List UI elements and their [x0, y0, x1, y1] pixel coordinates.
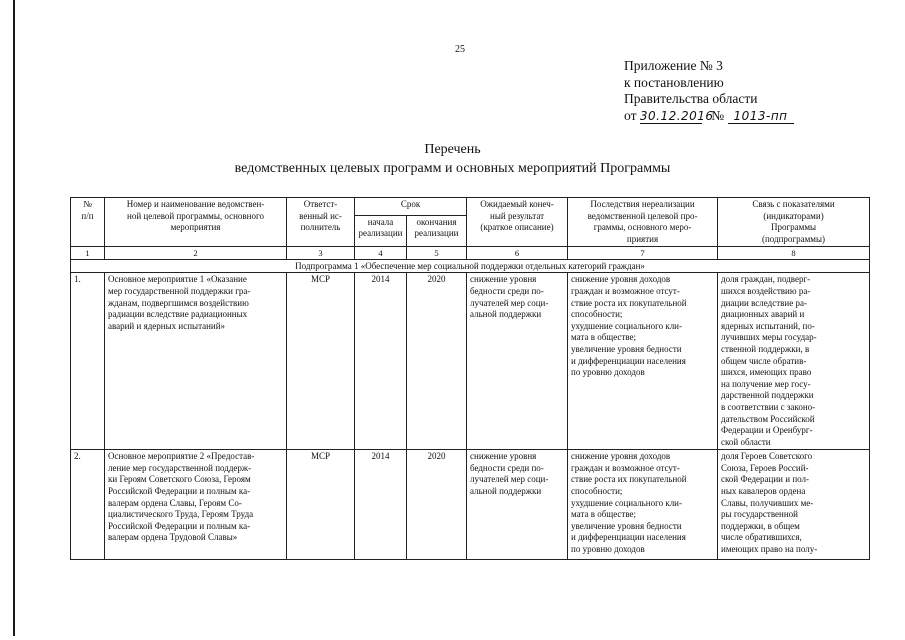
row-name: Основное мероприятие 2 «Предостав- ление мер государственной поддерж- ки Героям Советского Союза, Героям Российской Федерации и полным ка- валерам ордена Славы, Героям Со- циалистического Труда, Героям Труда Российской Федерации и полным ка- валерам ордена Трудовой Славы»	[105, 450, 287, 560]
page-number: 25	[455, 44, 465, 55]
subprogram-title: Подпрограмма 1 «Обеспечение мер социальной поддержки отдельных категорий граждан»	[71, 260, 870, 273]
row-consequences: снижение уровня доходов граждан и возможное отсут- ствие роста их покупательной способности; ухудшение социального кли- мата в обществе; увеличение уровня бедности и дифференциации населения по уровню доходов	[568, 450, 718, 560]
row-consequences: снижение уровня доходов граждан и возможное отсут- ствие роста их покупательной способности; ухудшение социального кли- мата в обществе; увеличение уровня бедности и дифференциации населения по уровню доходов	[568, 273, 718, 450]
row-executor: МСР	[287, 450, 355, 560]
header-term: Срок	[355, 198, 467, 216]
col-number: 8	[718, 247, 870, 260]
row-num: 1.	[71, 273, 105, 450]
row-result: снижение уровня бедности среди по- лучателей мер соци- альной поддержки	[467, 273, 568, 450]
header-row	[71, 198, 870, 216]
handwritten-number: 1013-пп	[728, 110, 794, 124]
row-link: доля Героев Советского Союза, Героев Россий- ской Федерации и пол- ных кавалеров ордена Славы, получивших ме- ры государственной поддержки, в общем числе обратившихся, имеющих право на полу-	[718, 450, 870, 560]
col-number: 2	[105, 247, 287, 260]
row-name: Основное мероприятие 1 «Оказание мер государственной поддержки гра- жданам, подвергшимся воздействию радиации вследствие радиационных аварий и ядерных испытаний»	[105, 273, 287, 450]
header-executor: Ответст- венный ис- полнитель	[287, 198, 355, 247]
row-end: 2020	[407, 450, 467, 560]
header-start: начала реализации	[355, 215, 407, 247]
header-num: № п/п	[71, 198, 105, 247]
date-prefix: от	[624, 107, 637, 123]
col-number: 7	[568, 247, 718, 260]
row-num: 2.	[71, 450, 105, 560]
col-number: 3	[287, 247, 355, 260]
number-prefix: №	[711, 107, 725, 123]
header-end: окончания реализации	[407, 215, 467, 247]
header-consequences: Последствия нереализации ведомственной целевой про- граммы, основного меро- приятия	[568, 198, 718, 247]
row-link: доля граждан, подверг- шихся воздействию ра- диации вследствие ра- диационных аварий и ядерных испытаний, по- лучивших меры государ- ственной поддержки, в общем числе обратив- шихся, имеющих право на получение мер госу- дарственной поддержки в соответствии с законо- дательством Российской Федерации и Оренбург- ской области	[718, 273, 870, 450]
col-number: 6	[467, 247, 568, 260]
header-link: Связь с показателями (индикаторами) Программы (подпрограммы)	[718, 198, 870, 247]
table-row	[71, 450, 870, 560]
appendix-resolution: к постановлению	[624, 74, 724, 90]
table-row	[71, 273, 870, 450]
header-result: Ожидаемый конеч- ный результат (краткое описание)	[467, 198, 568, 247]
appendix-title: Приложение № 3	[624, 58, 723, 73]
col-number: 1	[71, 247, 105, 260]
col-number: 4	[355, 247, 407, 260]
document-subtitle: ведомственных целевых программ и основных мероприятий Программы	[234, 161, 671, 176]
row-executor: МСР	[287, 273, 355, 450]
row-end: 2020	[407, 273, 467, 450]
appendix-block	[624, 58, 794, 124]
subprogram-row	[71, 260, 870, 273]
row-start: 2014	[355, 450, 407, 560]
row-result: снижение уровня бедности среди по- лучателей мер соци- альной поддержки	[467, 450, 568, 560]
handwritten-date: 30.12.2016	[639, 108, 714, 123]
header-name: Номер и наименование ведомствен- ной целевой программы, основного мероприятия	[105, 198, 287, 247]
row-start: 2014	[355, 273, 407, 450]
column-numbers-row	[71, 247, 870, 260]
document-title: Перечень	[424, 142, 481, 157]
programs-table	[70, 197, 870, 560]
appendix-government: Правительства области	[624, 91, 758, 106]
appendix-date-line	[624, 108, 794, 125]
scan-left-edge	[13, 0, 15, 636]
col-number: 5	[407, 247, 467, 260]
